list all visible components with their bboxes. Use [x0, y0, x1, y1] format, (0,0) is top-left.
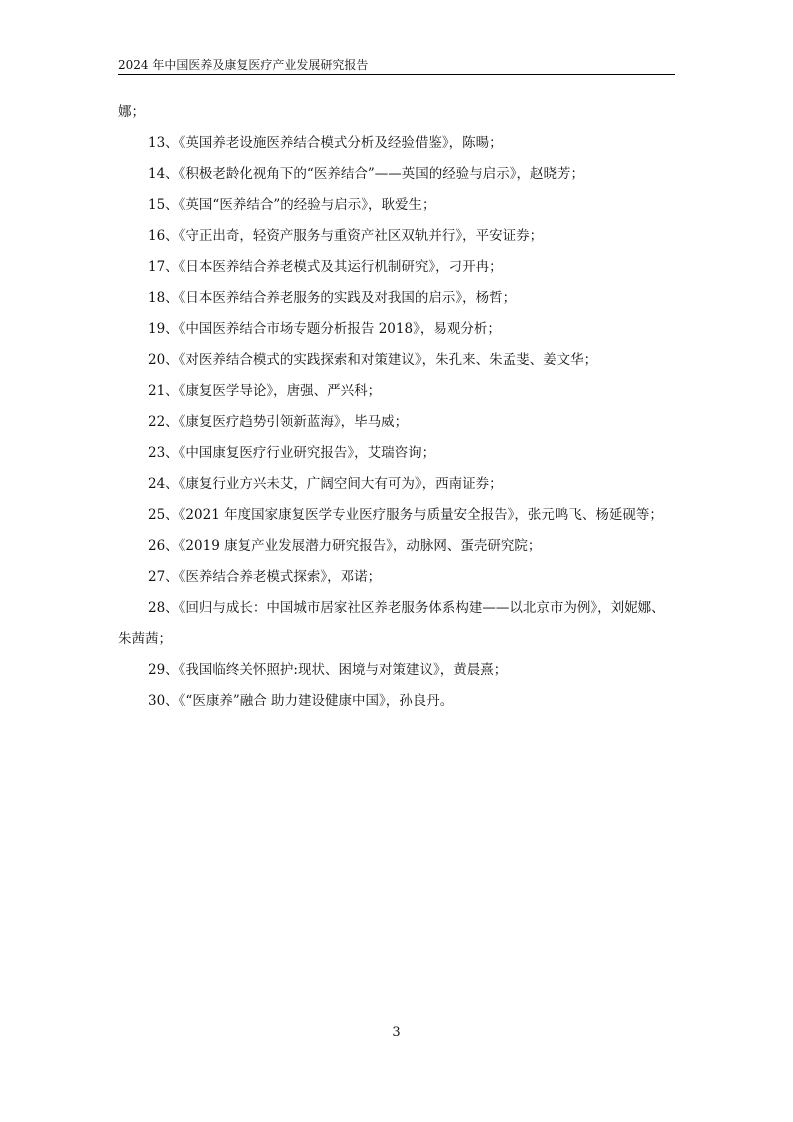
- reference-item-15: 15、《英国“医养结合”的经验与启示》，耿爱生；: [148, 197, 436, 213]
- header-title: 2024 年中国医养及康复医疗产业发展研究报告: [118, 58, 369, 72]
- page-number: 3: [392, 1025, 401, 1040]
- reference-item-26: 26、《2019 康复产业发展潜力研究报告》，动脉网、蛋壳研究院；: [148, 538, 542, 554]
- reference-list: [118, 97, 678, 717]
- reference-item-13: 13、《英国养老设施医养结合模式分析及经验借鉴》，陈暘；: [148, 135, 503, 151]
- reference-item-20: 20、《对医养结合模式的实践探索和对策建议》，朱孔来、朱孟斐、姜文华；: [148, 352, 598, 368]
- reference-item-23: 23、《中国康复医疗行业研究报告》，艾瑞咨询；: [148, 445, 436, 461]
- reference-item-28-continuation: 朱茜茜；: [118, 631, 172, 647]
- reference-item-28: 28、《回归与成长：中国城市居家社区养老服务体系构建——以北京市为例》，刘妮娜、: [148, 600, 665, 616]
- reference-item-25: 25、《2021 年度国家康复医学专业医疗服务与质量安全报告》，张元鸣飞、杨延砚等；: [148, 507, 663, 523]
- reference-item-19: 19、《中国医养结合市场专题分析报告 2018》，易观分析；: [148, 321, 501, 337]
- reference-item-16: 16、《守正出奇，轻资产服务与重资产社区双轨并行》，平安证券；: [148, 228, 544, 244]
- reference-item-29: 29、《我国临终关怀照护:现状、困境与对策建议》，黄晨熹；: [148, 662, 508, 678]
- reference-item-18: 18、《日本医养结合养老服务的实践及对我国的启示》，杨哲；: [148, 290, 517, 306]
- reference-item-14: 14、《积极老龄化视角下的“医养结合”——英国的经验与启示》，赵晓芳；: [148, 166, 584, 182]
- reference-item-30: 30、《“医康养”融合 助力建设健康中国》，孙良丹。: [148, 693, 454, 709]
- reference-item-21: 21、《康复医学导论》，唐强、严兴科；: [148, 383, 382, 399]
- reference-item-27: 27、《医养结合养老模式探索》，邓诺；: [148, 569, 382, 585]
- reference-item-22: 22、《康复医疗趋势引领新蓝海》，毕马威；: [148, 414, 409, 430]
- reference-item-24: 24、《康复行业方兴未艾，广阔空间大有可为》，西南证券；: [148, 476, 503, 492]
- reference-item-17: 17、《日本医养结合养老模式及其运行机制研究》，刁开冉；: [148, 259, 503, 275]
- page-header: [118, 58, 675, 75]
- continuation-line: 娜；: [118, 104, 145, 120]
